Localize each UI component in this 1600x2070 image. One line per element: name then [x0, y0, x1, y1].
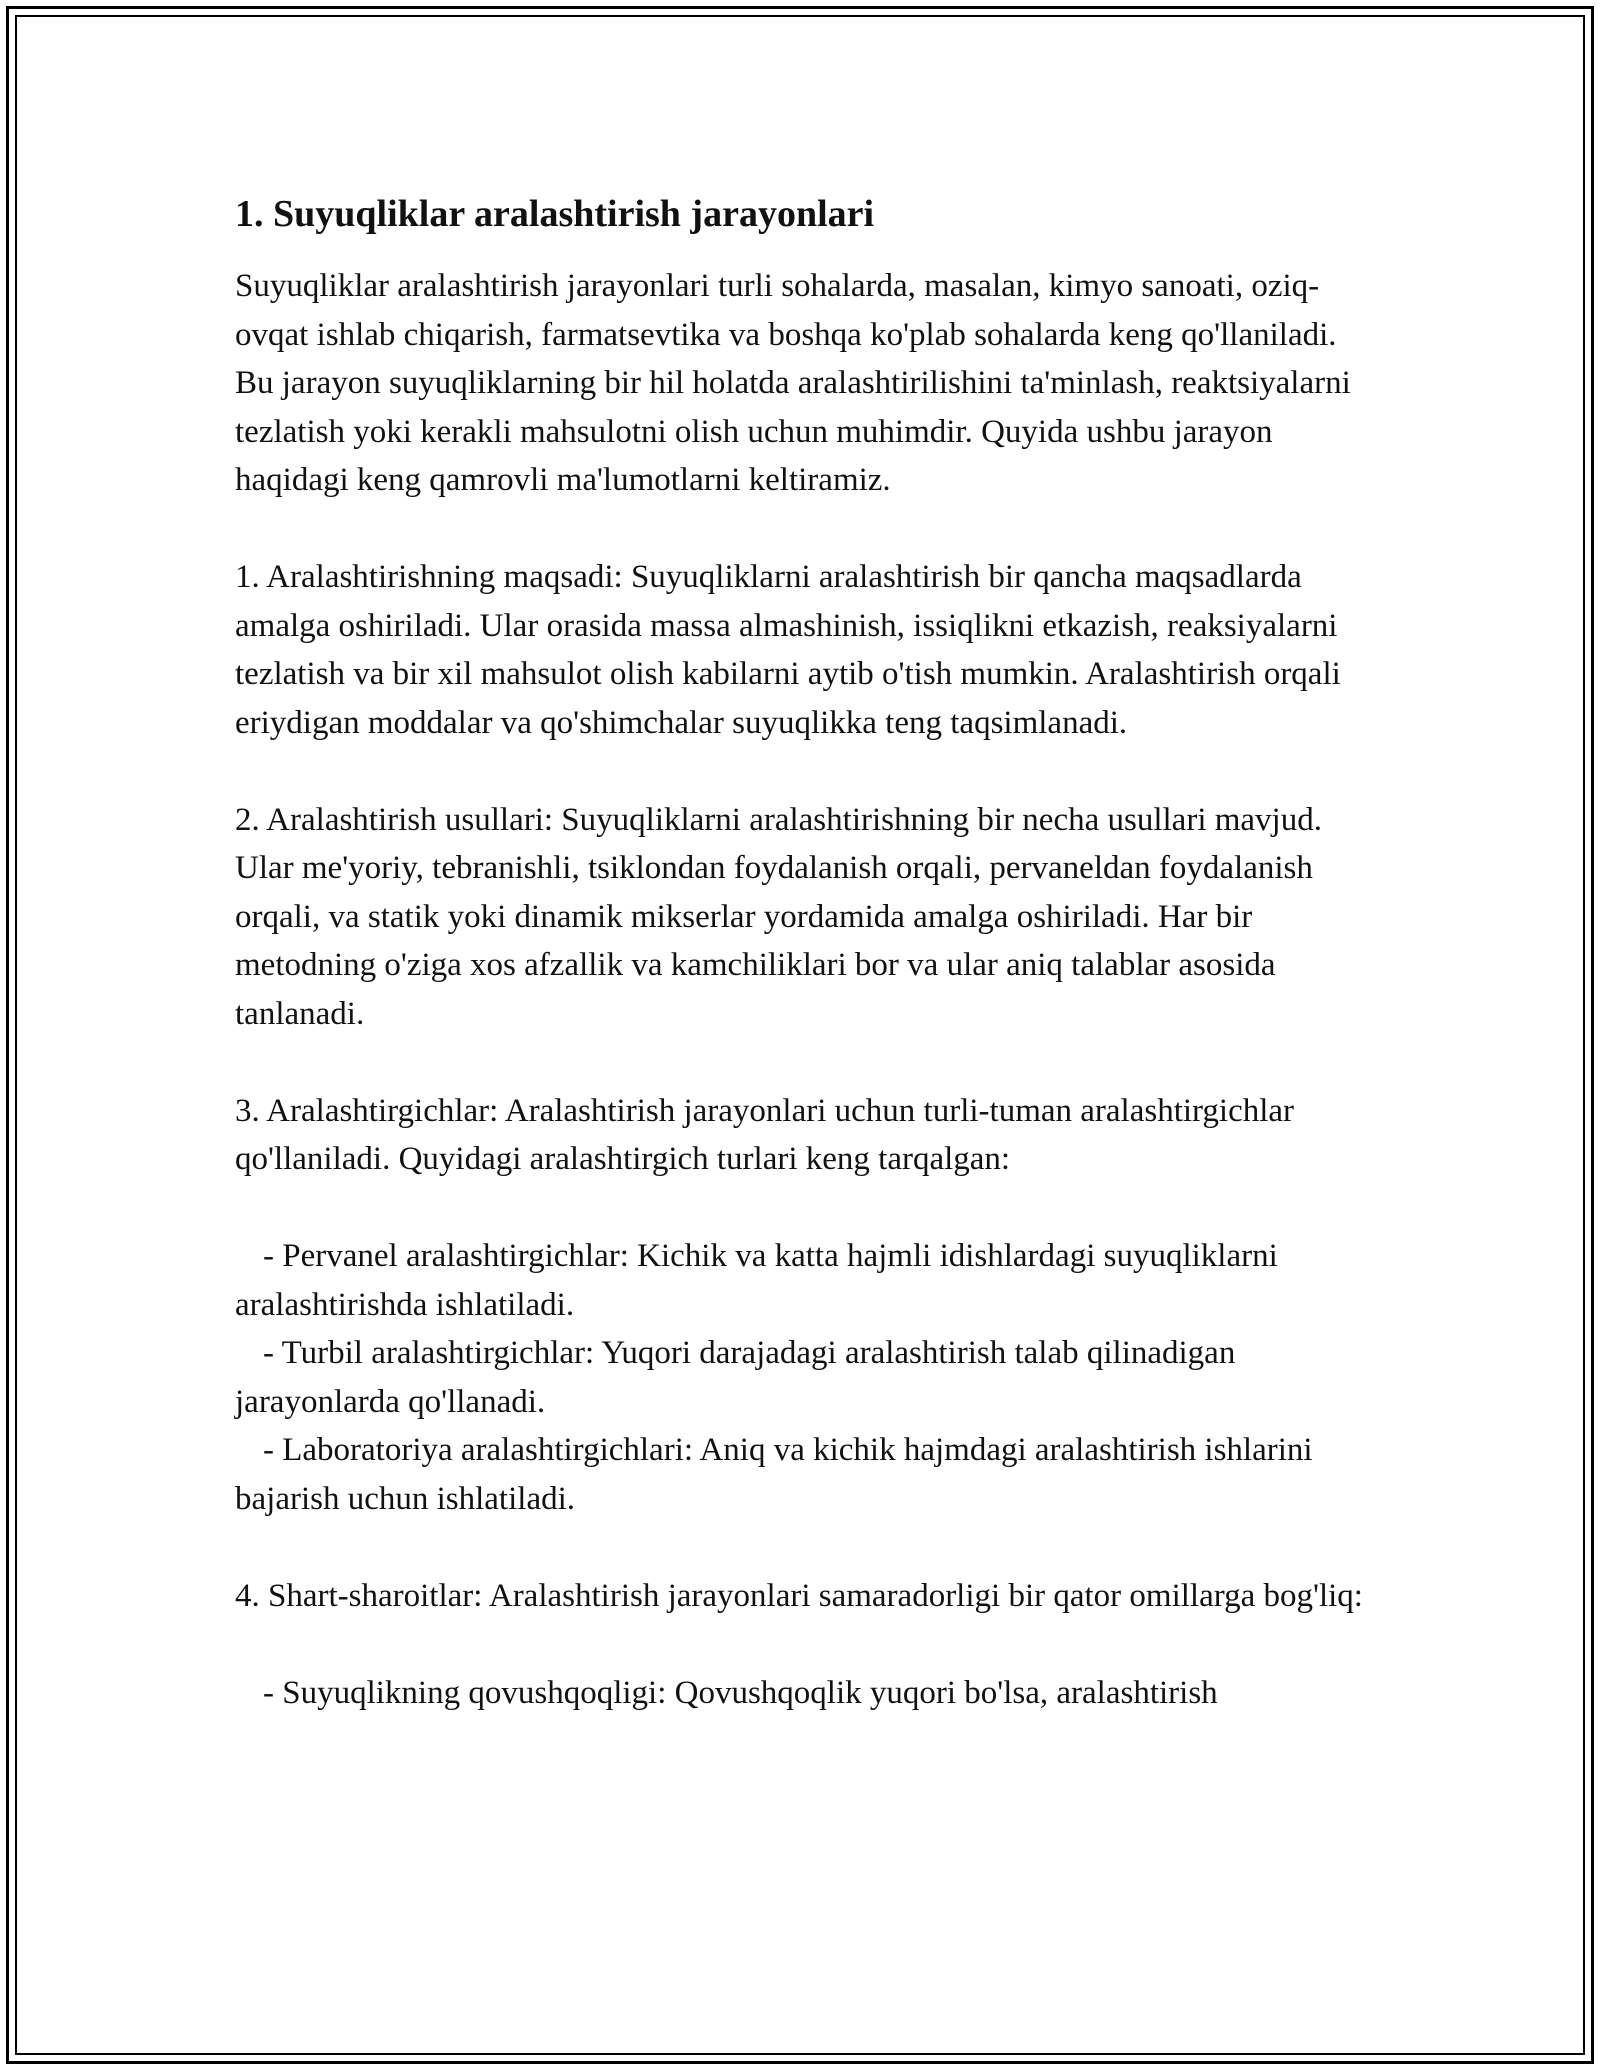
list-item: - Turbil aralashtirgichlar: Yuqori darajadagi aralashtirish talab qilinadigan jarayonlarda qo'llanadi. [235, 1335, 1236, 1420]
paragraph-spacer [235, 1523, 1365, 1572]
paragraph-spacer [235, 1184, 1365, 1233]
section-mixers-paragraph: 3. Aralashtirgichlar: Aralashtirish jarayonlari uchun turli-tuman aralashtirgichlar qo'llaniladi. Quyidagi aralashtirgich turlari keng tarqalgan: [235, 1092, 1295, 1177]
paragraph-spacer [235, 1038, 1365, 1087]
list-item: - Pervanel aralashtirgichlar: Kichik va katta hajmli idishlardagi suyuqliklarni aralashtirishda ishlatiladi. [235, 1238, 1278, 1323]
list-item: - Laboratoriya aralashtirgichlari: Aniq va kichik hajmdagi aralashtirish ishlarini bajarish uchun ishlatiladi. [235, 1432, 1313, 1517]
paragraph-spacer [235, 747, 1365, 796]
intro-paragraph: Suyuqliklar aralashtirish jarayonlari turli sohalarda, masalan, kimyo sanoati, oziq-ovqat ishlab chiqarish, farmatsevtika va boshqa ko'plab sohalarda keng qo'llaniladi. Bu jarayon suyuqliklarning bir hil holatda aralashtirilishini ta'minlash, reaktsiyalarni tezlatish yoki kerakli mahsulotni olish uchun muhimdir. Quyida ushbu jarayon haqidagi keng qamrovli ma'lumotlarni keltiramiz. [235, 268, 1351, 498]
section-purpose-paragraph: 1. Aralashtirishning maqsadi: Suyuqliklarni aralashtirish bir qancha maqsadlarda amalga oshiriladi. Ular orasida massa almashinish, issiqlikni etkazish, reaksiyalarni tezlatish va bir xil mahsulot olish kabilarni aytib o'tish mumkin. Aralashtirish orqali eriydigan moddalar va qo'shimchalar suyuqlikka teng taqsimlanadi. [235, 559, 1341, 741]
paragraph-spacer [235, 505, 1365, 554]
section-conditions-paragraph: 4. Shart-sharoitlar: Aralashtirish jarayonlari samaradorligi bir qator omillarga bog'liq: [235, 1577, 1363, 1614]
paragraph-spacer [235, 1620, 1365, 1669]
document-title: 1. Suyuqliklar aralashtirish jarayonlari [235, 193, 875, 235]
list-item: - Suyuqlikning qovushqoqligi: Qovushqoqlik yuqori bo'lsa, aralashtirish [263, 1674, 1218, 1711]
document-body [235, 188, 1365, 1717]
section-methods-paragraph: 2. Aralashtirish usullari: Suyuqliklarni aralashtirishning bir necha usullari mavjud. Ular me'yoriy, tebranishli, tsiklondan foydalanish orqali, pervaneldan foydalanish orqali, va statik yoki dinamik mikserlar yordamida amalga oshiriladi. Har bir metodning o'ziga xos afzallik va kamchiliklari bor va ular aniq talablar asosida tanlanadi. [235, 801, 1322, 1032]
